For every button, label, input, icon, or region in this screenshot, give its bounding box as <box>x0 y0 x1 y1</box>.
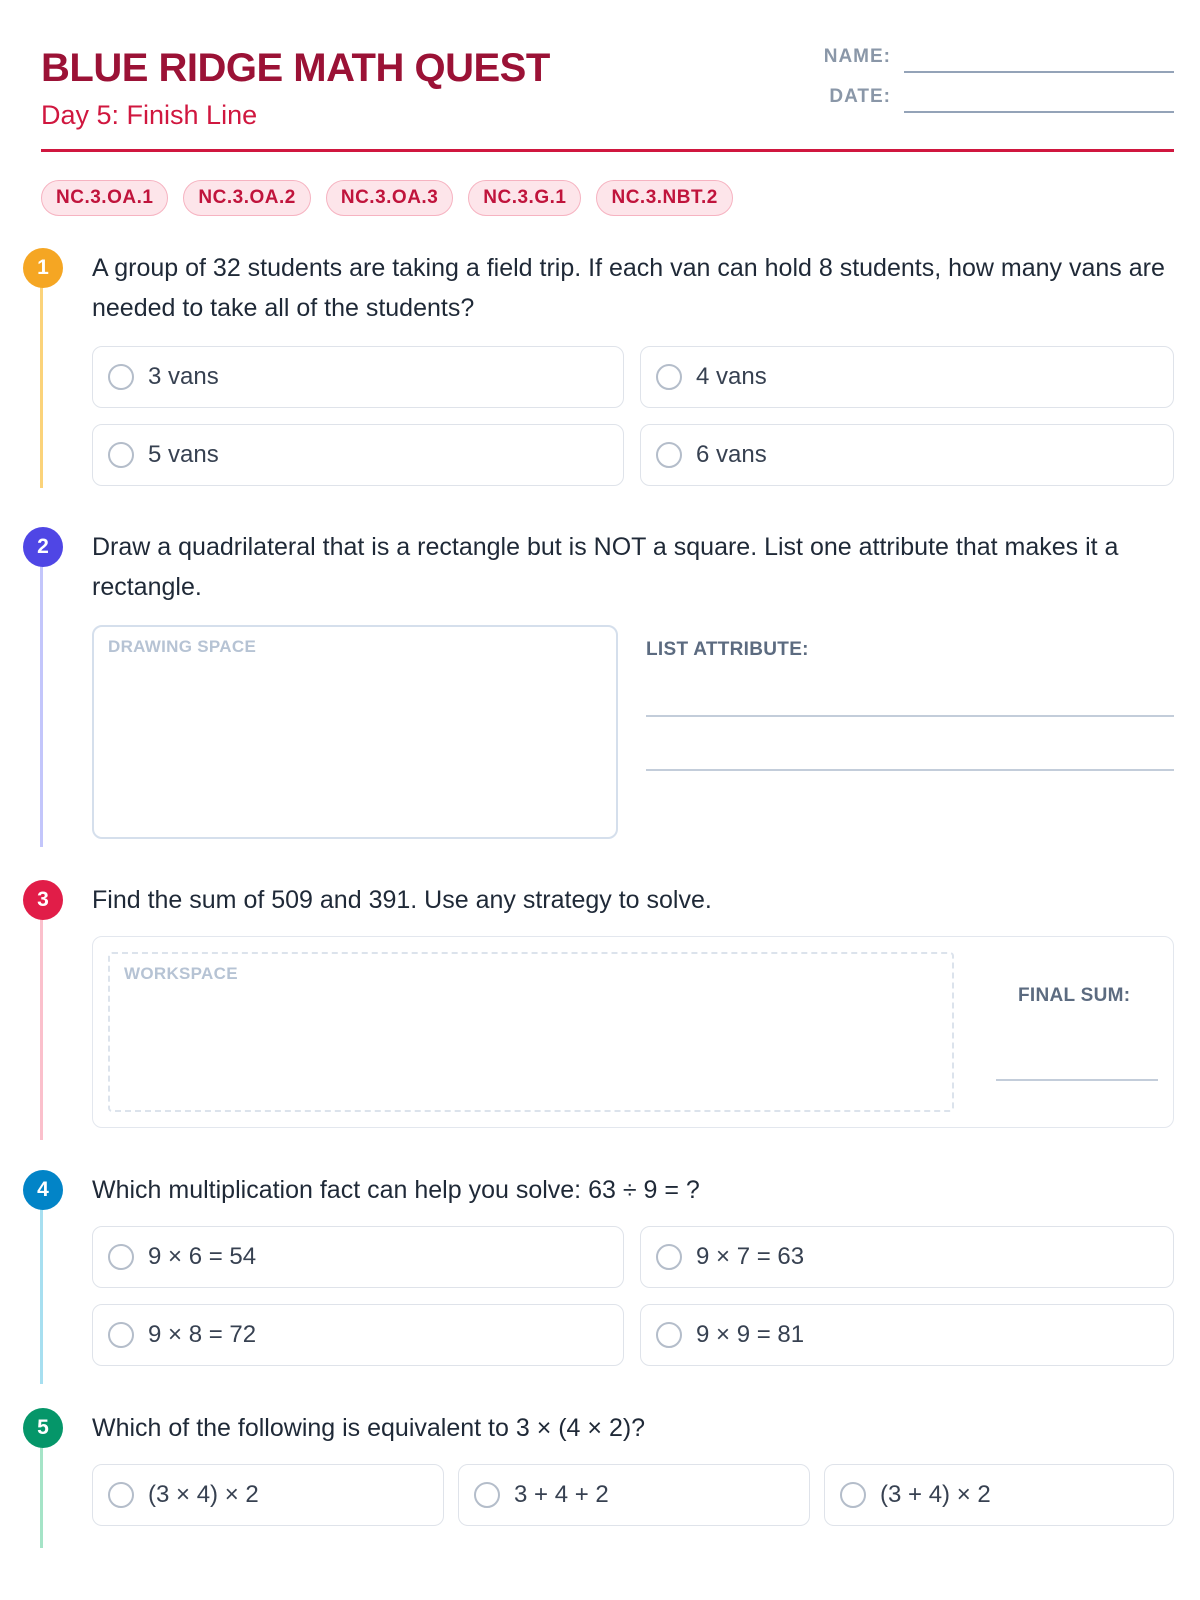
option-label: 9 × 6 = 54 <box>148 1243 257 1270</box>
option-label: (3 × 4) × 2 <box>148 1481 259 1508</box>
option-label: 9 × 8 = 72 <box>148 1321 257 1348</box>
worksheet-title: BLUE RIDGE MATH QUEST <box>41 46 550 90</box>
answer-option[interactable] <box>640 424 1174 486</box>
option-label: 6 vans <box>696 441 767 468</box>
final-sum-label: FINAL SUM: <box>1018 985 1131 1006</box>
question-number-badge: 4 <box>23 1170 63 1210</box>
question-1 <box>0 248 1200 498</box>
attribute-label: LIST ATTRIBUTE: <box>646 639 809 660</box>
option-label: 9 × 7 = 63 <box>696 1243 805 1270</box>
standard-tag: NC.3.OA.3 <box>326 180 453 216</box>
name-label: NAME: <box>823 46 891 67</box>
option-label: 3 + 4 + 2 <box>514 1481 609 1508</box>
radio-button[interactable] <box>656 1322 682 1348</box>
question-text: Find the sum of 509 and 391. Use any strategy to solve. <box>92 886 712 914</box>
standard-tag: NC.3.OA.1 <box>41 180 168 216</box>
question-text: Which of the following is equivalent to 3 × (4 × 2)? <box>92 1414 646 1442</box>
question-rail <box>40 886 43 1140</box>
radio-button[interactable] <box>656 364 682 390</box>
question-3 <box>0 880 1200 1140</box>
option-label: (3 + 4) × 2 <box>880 1481 991 1508</box>
question-5 <box>0 1408 1200 1548</box>
answer-option[interactable] <box>640 346 1174 408</box>
worksheet-header <box>41 40 1174 152</box>
question-number-badge: 1 <box>23 248 63 288</box>
option-label: 5 vans <box>148 441 219 468</box>
radio-button[interactable] <box>474 1482 500 1508</box>
question-text: Draw a quadrilateral that is a rectangle but is NOT a square. List one attribute that makes it a rectangle. <box>92 533 1119 601</box>
attribute-answer-line[interactable] <box>646 715 1174 717</box>
option-label: 4 vans <box>696 363 767 390</box>
radio-button[interactable] <box>108 1482 134 1508</box>
question-4 <box>0 1170 1200 1384</box>
drawing-space-label: DRAWING SPACE <box>108 637 257 656</box>
radio-button[interactable] <box>108 1322 134 1348</box>
answer-option[interactable] <box>92 346 624 408</box>
radio-button[interactable] <box>656 442 682 468</box>
question-rail <box>40 533 43 847</box>
standard-tag: NC.3.OA.2 <box>183 180 310 216</box>
standard-tag: NC.3.NBT.2 <box>596 180 732 216</box>
question-number-badge: 2 <box>23 527 63 567</box>
answer-option[interactable] <box>92 424 624 486</box>
question-number-badge: 5 <box>23 1408 63 1448</box>
radio-button[interactable] <box>656 1244 682 1270</box>
date-label: DATE: <box>829 86 891 107</box>
standards-tags <box>41 180 733 216</box>
name-field[interactable] <box>814 44 1174 74</box>
workspace-card <box>92 936 1174 1128</box>
radio-button[interactable] <box>108 442 134 468</box>
name-line[interactable] <box>904 71 1174 73</box>
attribute-answer-line[interactable] <box>646 769 1174 771</box>
answer-option[interactable] <box>92 1304 624 1366</box>
answer-option[interactable] <box>92 1226 624 1288</box>
answer-option[interactable] <box>640 1226 1174 1288</box>
date-field[interactable] <box>814 84 1174 114</box>
answer-option[interactable] <box>458 1464 810 1526</box>
question-rail <box>40 254 43 488</box>
final-sum-answer-line[interactable] <box>996 1079 1158 1081</box>
question-text: Which multiplication fact can help you solve: 63 ÷ 9 = ? <box>92 1176 700 1204</box>
answer-option[interactable] <box>640 1304 1174 1366</box>
radio-button[interactable] <box>108 1244 134 1270</box>
drawing-space[interactable] <box>92 625 618 839</box>
workspace-area[interactable] <box>108 952 954 1112</box>
option-label: 9 × 9 = 81 <box>696 1321 805 1348</box>
worksheet-subtitle: Day 5: Finish Line <box>41 100 258 130</box>
question-2 <box>0 527 1200 847</box>
radio-button[interactable] <box>108 364 134 390</box>
workspace-label: WORKSPACE <box>124 964 238 983</box>
question-number-badge: 3 <box>23 880 63 920</box>
standard-tag: NC.3.G.1 <box>468 180 581 216</box>
radio-button[interactable] <box>840 1482 866 1508</box>
answer-option[interactable] <box>92 1464 444 1526</box>
question-text: A group of 32 students are taking a field trip. If each van can hold 8 students, how many vans are needed to take all of the students? <box>92 254 1165 322</box>
answer-option[interactable] <box>824 1464 1174 1526</box>
date-line[interactable] <box>904 111 1174 113</box>
option-label: 3 vans <box>148 363 219 390</box>
